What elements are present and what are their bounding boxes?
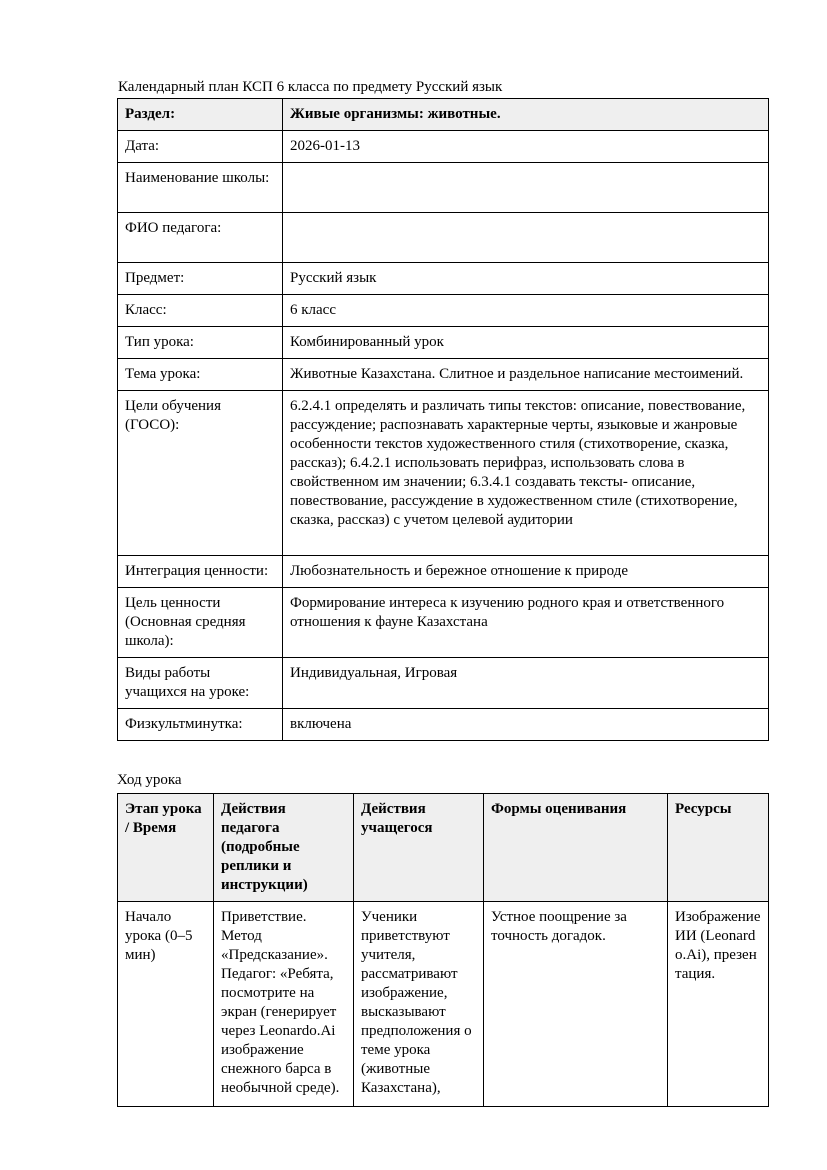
info-row-class — [118, 295, 769, 327]
info-row-razdel — [118, 99, 769, 131]
info-row-lesson-type — [118, 327, 769, 359]
column-header-assessment: Формы оценивания — [484, 794, 668, 902]
info-value: Формирование интереса к изучению родного края и ответственного отношения к фауне Казахстана — [283, 588, 769, 658]
lesson-flow-heading: Ход урока — [117, 772, 182, 788]
info-label: Тема урока: — [118, 359, 283, 391]
info-label: Цели обучения (ГОСО): — [118, 391, 283, 556]
info-row-work-types — [118, 658, 769, 709]
info-value: Животные Казахстана. Слитное и раздельное написание местоимений. — [283, 359, 769, 391]
info-row-teacher-name — [118, 213, 769, 263]
stage-cell: Начало урока (0–5 мин) — [118, 902, 214, 1107]
info-value: Русский язык — [283, 263, 769, 295]
info-label: Тип урока: — [118, 327, 283, 359]
info-label: Цель ценности (Основная средняя школа): — [118, 588, 283, 658]
info-label: Виды работы учащихся на уроке: — [118, 658, 283, 709]
lesson-flow-table — [117, 793, 769, 1107]
info-value — [283, 163, 769, 213]
assessment-cell: Устное поощрение за точность догадок. — [484, 902, 668, 1107]
info-label: ФИО педагога: — [118, 213, 283, 263]
info-value: Любознательность и бережное отношение к природе — [283, 556, 769, 588]
info-label: Предмет: — [118, 263, 283, 295]
column-header-stage: Этап урока / Время — [118, 794, 214, 902]
info-value: Комбинированный урок — [283, 327, 769, 359]
info-row-values-goal — [118, 588, 769, 658]
info-row-phys-minute — [118, 709, 769, 741]
info-label: Наименование школы: — [118, 163, 283, 213]
info-row-learning-goals — [118, 391, 769, 556]
info-label: Класс: — [118, 295, 283, 327]
column-header-student-actions: Действия учащегося — [354, 794, 484, 902]
lesson-flow-header-row — [118, 794, 769, 902]
info-value: Живые организмы: животные. — [283, 99, 769, 131]
teacher-actions-cell: Приветствие. Метод «Предсказание». Педагог: «Ребята, посмотрите на экран (генерирует через Leonardo.Ai изображение снежного барса в необычной среде). — [214, 902, 354, 1107]
info-label: Раздел: — [118, 99, 283, 131]
lesson-flow-row — [118, 902, 769, 1107]
lesson-info-table — [117, 98, 769, 741]
student-actions-cell: Ученики приветствуют учителя, рассматривают изображение, высказывают предположения о теме урока (животные Казахстана), — [354, 902, 484, 1107]
info-value: 2026-01-13 — [283, 131, 769, 163]
info-row-school-name — [118, 163, 769, 213]
info-value — [283, 213, 769, 263]
info-row-lesson-topic — [118, 359, 769, 391]
info-row-date — [118, 131, 769, 163]
info-label: Интеграция ценности: — [118, 556, 283, 588]
column-header-resources: Ресурсы — [668, 794, 769, 902]
info-row-subject — [118, 263, 769, 295]
info-row-values-integration — [118, 556, 769, 588]
info-value: включена — [283, 709, 769, 741]
info-value: 6 класс — [283, 295, 769, 327]
resources-cell: Изображение ИИ (Leonardo.Ai), презентация. — [668, 902, 769, 1107]
info-label: Физкультминутка: — [118, 709, 283, 741]
info-label: Дата: — [118, 131, 283, 163]
info-value: Индивидуальная, Игровая — [283, 658, 769, 709]
info-value: 6.2.4.1 определять и различать типы текстов: описание, повествование, рассуждение; распознавать характерные черты, языковые и жанровые особенности текстов художественного стиля (стихотворение, сказка, рассказ); 6.4.2.1 использовать перифраз, использовать слова в свойственном им значении; 6.3.4.1 создавать тексты- описание, повествование, рассуждение в художественном стиле (стихотворение, сказка, рассказ) с учетом целевой аудитории — [283, 391, 769, 556]
column-header-teacher-actions: Действия педагога (подробные реплики и инструкции) — [214, 794, 354, 902]
document-title: Календарный план КСП 6 класса по предмету Русский язык — [118, 79, 503, 95]
